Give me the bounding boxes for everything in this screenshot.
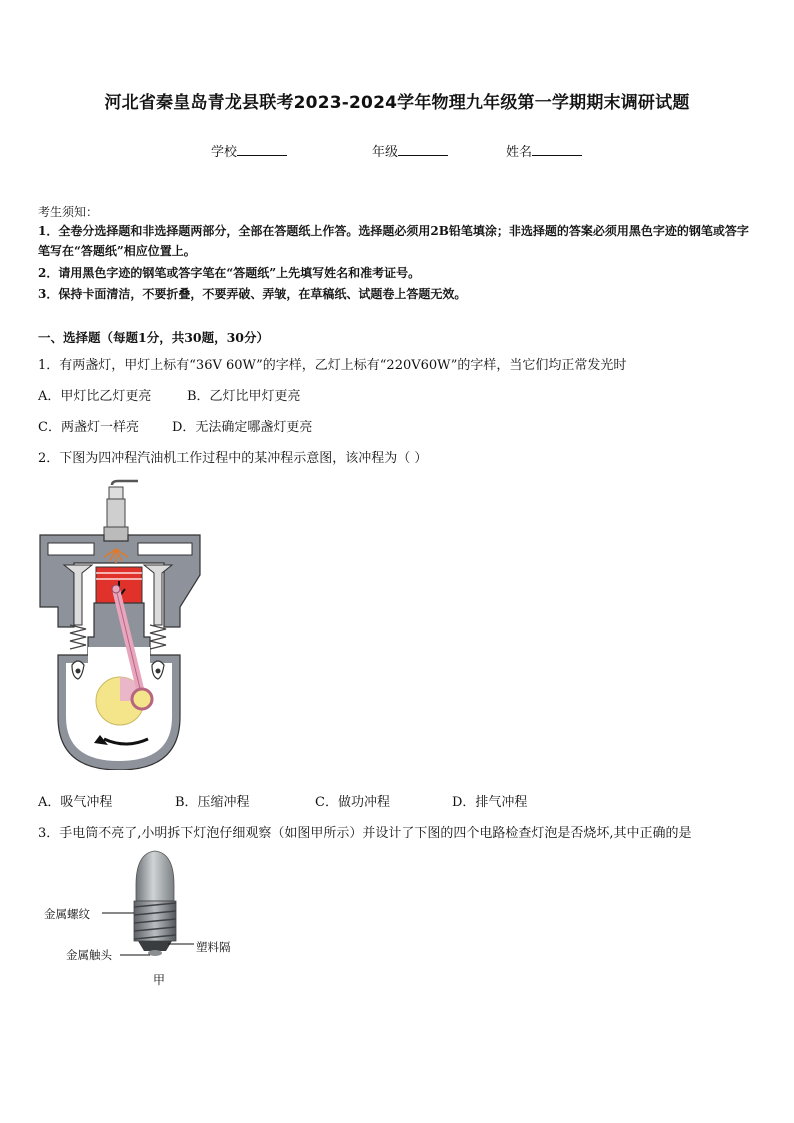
q1-option-b: B．乙灯比甲灯更亮 bbox=[187, 389, 301, 404]
q3-stem: 3．手电筒不亮了,小明拆下灯泡仔细观察（如图甲所示）并设计了下图的四个电路检查灯泡是否烧坏,其中正确的是 bbox=[38, 826, 692, 841]
notice-heading: 考生须知： bbox=[38, 205, 99, 219]
q2-option-b: B．压缩冲程 bbox=[175, 795, 250, 810]
name-field: 姓名 bbox=[506, 141, 582, 160]
section-heading: 一、选择题（每题1分，共30题，30分） bbox=[38, 330, 269, 345]
engine-stroke-diagram bbox=[34, 477, 224, 770]
bulb-contact-label: 金属触头 bbox=[66, 948, 112, 962]
q1-option-a: A．甲灯比乙灯更亮 bbox=[38, 389, 152, 404]
q1-option-d: D．无法确定哪盏灯更亮 bbox=[172, 420, 313, 435]
q2-option-a: A．吸气冲程 bbox=[38, 795, 113, 810]
q1-stem: 1．有两盏灯，甲灯上标有“36V 60W”的字样，乙灯上标有“220V60W”的字样，当它们均正常发光时 bbox=[38, 358, 627, 373]
notice-rule-3: 3．保持卡面清洁，不要折叠，不要弄破、弄皱，在草稿纸、试题卷上答题无效。 bbox=[38, 287, 467, 301]
q1-option-c: C．两盏灯一样亮 bbox=[38, 420, 139, 435]
q2-stem: 2．下图为四冲程汽油机工作过程中的某冲程示意图，该冲程为（ ） bbox=[38, 451, 428, 466]
school-field: 学校 bbox=[211, 141, 287, 160]
q2-option-d: D．排气冲程 bbox=[452, 795, 528, 810]
q2-option-c: C．做功冲程 bbox=[315, 795, 390, 810]
notice-rule-1: 1．全卷分选择题和非选择题两部分，全部在答题纸上作答。选择题必须用2B铅笔填涂；非选择题的答案必须用黑色字迹的钢笔或答字笔写在“答题纸”相应位置上。 bbox=[38, 224, 749, 258]
bulb-thread-label: 金属螺纹 bbox=[44, 907, 90, 921]
exam-title: 河北省秦皇岛青龙县联考2023-2024学年物理九年级第一学期期末调研试题 bbox=[104, 93, 690, 113]
bulb-figure bbox=[38, 845, 268, 990]
bulb-insulator-label: 塑料隔 bbox=[196, 940, 231, 954]
figure-caption: 甲 bbox=[153, 973, 166, 987]
grade-field: 年级 bbox=[372, 141, 448, 160]
notice-rule-2: 2．请用黑色字迹的钢笔或答字笔在“答题纸”上先填写姓名和准考证号。 bbox=[38, 266, 421, 280]
